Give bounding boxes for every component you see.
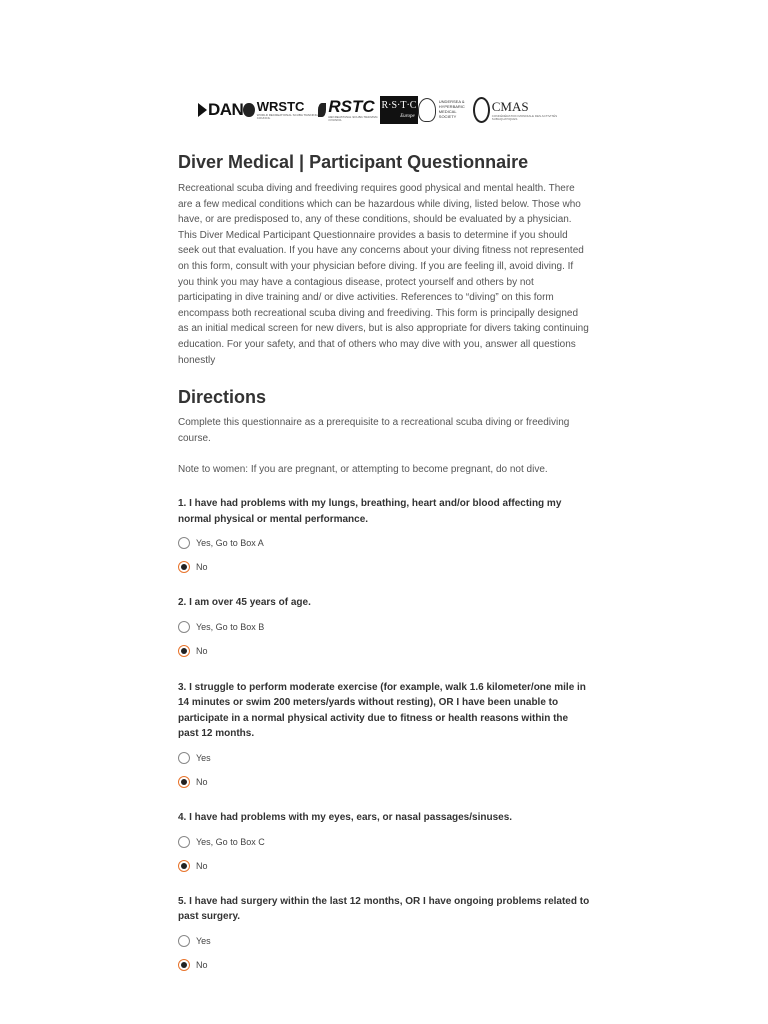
swirl-icon	[318, 103, 326, 117]
question-4	[178, 810, 590, 874]
radio-button[interactable]	[178, 836, 190, 848]
question-2	[178, 595, 590, 659]
option-label: Yes, Go to Box B	[196, 621, 265, 632]
radio-button-selected[interactable]	[178, 561, 190, 573]
directions-heading: Directions	[178, 387, 267, 408]
radio-button[interactable]	[178, 621, 190, 633]
question-text: 2. I am over 45 years of age.	[178, 597, 311, 609]
page-title: Diver Medical | Participant Questionnaire	[178, 152, 529, 172]
directions-text: Complete this questionnaire as a prerequisite to a recreational scuba diving or freediving course.	[178, 417, 570, 444]
intro-paragraph: Recreational scuba diving and freediving requires good physical and mental health. There are a few medical conditions which can be hazardous while diving, listed below. Those who have, or are predisposed to, any of these conditions, should be evaluated by a physician. This Diver Medical Participant Questionnaire provides a basis to determine if you should seek out that evaluation. If you have any concerns about your diving fitness not represented on this form, consult with your physician before diving. If you are feeling ill, avoid diving. If you think you may have a contagious disease, protect yourself and others by not participating in dive training and/ or dive activities. References to “diving” on this form encompass both recreational scuba diving and freediving. This form is principally designed as an initial medical screen for new divers, but is also appropriate for divers taking continuing education. For your safety, and that of others who may dive with you, answer all questions honestly	[178, 183, 589, 366]
rstc-logo-subtext: RECREATIONAL SCUBA TRAINING COUNCIL	[328, 115, 378, 122]
rstc-europe-logo	[380, 96, 418, 124]
uhms-logo	[418, 95, 473, 125]
option-label: No	[196, 562, 208, 573]
answer-option-yes[interactable]	[178, 750, 590, 766]
question-text: 4. I have had problems with my eyes, ears, or nasal passages/sinuses.	[178, 812, 513, 824]
option-label: No	[196, 959, 208, 970]
answer-option-no[interactable]	[178, 858, 590, 874]
question-3	[178, 680, 590, 790]
radio-button-selected[interactable]	[178, 860, 190, 872]
answer-option-no[interactable]	[178, 957, 590, 973]
answer-option-yes[interactable]	[178, 535, 590, 551]
answer-option-yes[interactable]	[178, 619, 590, 635]
answer-option-no[interactable]	[178, 559, 590, 575]
answer-option-yes[interactable]	[178, 933, 590, 949]
radio-button[interactable]	[178, 537, 190, 549]
question-text: 3. I struggle to perform moderate exercise (for example, walk 1.6 kilometer/one mile in 14 minutes or swim 200 meters/yards without resting), OR I have been unable to participate in a normal physical activity due to fitness or health reasons within the past 12 months.	[178, 681, 586, 740]
option-label: No	[196, 860, 208, 871]
radio-button-selected[interactable]	[178, 959, 190, 971]
cmas-logo-text: CMAS	[491, 98, 529, 114]
option-label: Yes	[196, 753, 211, 764]
answer-option-yes[interactable]	[178, 834, 590, 850]
question-5	[178, 894, 590, 973]
wrstc-logo-text: WRSTC	[256, 99, 305, 114]
dan-logo-text: DAN	[208, 100, 244, 119]
answer-option-no[interactable]	[178, 774, 590, 790]
cmas-logo-subtext: CONFÉDÉRATION MONDIALE DES ACTIVITÉS SUBAQUATIQUES	[491, 113, 558, 121]
rstc-logo	[318, 95, 380, 125]
option-label: Yes, Go to Box C	[196, 836, 265, 847]
option-label: Yes, Go to Box A	[196, 538, 264, 549]
option-label: No	[196, 777, 208, 788]
uhms-logo-text: UNDERSEA & HYPERBARIC MEDICAL SOCIETY	[438, 99, 465, 119]
rstc-europe-logo-text: R·S·T·C	[381, 100, 417, 111]
directions-note: Note to women: If you are pregnant, or attempting to become pregnant, do not dive.	[178, 464, 548, 476]
dan-logo	[198, 95, 243, 125]
question-1	[178, 496, 590, 575]
option-label: Yes	[196, 935, 211, 946]
question-text: 1. I have had problems with my lungs, breathing, heart and/or blood affecting my normal physical or mental performance.	[178, 497, 562, 525]
rstc-europe-logo-tag: Europe	[400, 114, 415, 119]
cmas-logo	[473, 95, 566, 125]
radio-button-selected[interactable]	[178, 776, 190, 788]
dan-mark-icon	[198, 103, 207, 117]
answer-option-no[interactable]	[178, 643, 590, 659]
questionnaire-content	[178, 151, 590, 973]
radio-button[interactable]	[178, 935, 190, 947]
cmas-emblem-icon	[473, 97, 490, 123]
radio-button[interactable]	[178, 752, 190, 764]
logo-bar	[198, 94, 566, 126]
option-label: No	[196, 645, 208, 656]
wrstc-logo	[243, 95, 318, 125]
radio-button-selected[interactable]	[178, 645, 190, 657]
wrstc-logo-subtext: WORLD RECREATIONAL SCUBA TRAINING COUNCIL	[256, 113, 318, 120]
rstc-logo-text: RSTC	[328, 97, 375, 116]
globe-icon	[243, 103, 254, 117]
question-text: 5. I have had surgery within the last 12 months, OR I have ongoing problems related to past surgery.	[178, 895, 590, 923]
seal-icon	[418, 98, 436, 122]
